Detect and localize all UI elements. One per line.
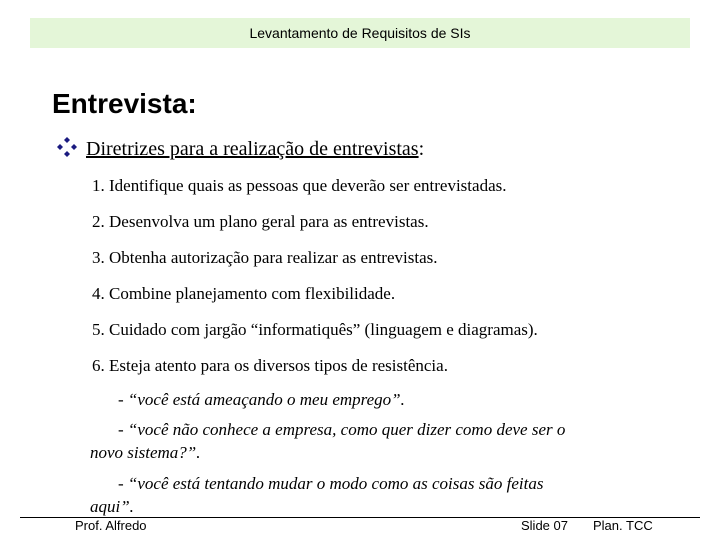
resistance-quote-2: - “você não conhece a empresa, como quer dizer como deve ser o (118, 420, 566, 439)
bullet-text: Diretrizes para a realização de entrevistas (86, 138, 419, 160)
guideline-item-2: 2. Desenvolva um plano geral para as entrevistas. (92, 212, 429, 231)
resistance-quote-2-cont: novo sistema?”. (90, 443, 201, 462)
resistance-quote-3: - “você está tentando mudar o modo como as coisas são feitas (118, 474, 544, 493)
footer-author: Prof. Alfredo (75, 518, 147, 533)
guideline-item-5: 5. Cuidado com jargão “informatiquês” (linguagem e diagramas). (92, 320, 538, 339)
bullet-suffix: : (418, 138, 425, 160)
bullet-row (56, 136, 424, 161)
resistance-quote-3-cont: aqui”. (90, 497, 134, 516)
guideline-item-6: 6. Esteja atento para os diversos tipos de resistência. (92, 356, 448, 375)
footer-course: Plan. TCC (593, 518, 653, 533)
header-band (30, 18, 690, 48)
resistance-quote-1: - “você está ameaçando o meu emprego”. (118, 390, 405, 409)
slide-title: Entrevista: (52, 88, 197, 119)
diamond-bullet-icon (56, 136, 78, 158)
footer-slide-number: Slide 07 (521, 518, 568, 533)
guideline-item-1: 1. Identifique quais as pessoas que deverão ser entrevistadas. (92, 176, 507, 195)
guideline-item-3: 3. Obtenha autorização para realizar as entrevistas. (92, 248, 438, 267)
guideline-item-4: 4. Combine planejamento com flexibilidade. (92, 284, 396, 303)
header-title: Levantamento de Requisitos de SIs (249, 25, 471, 41)
